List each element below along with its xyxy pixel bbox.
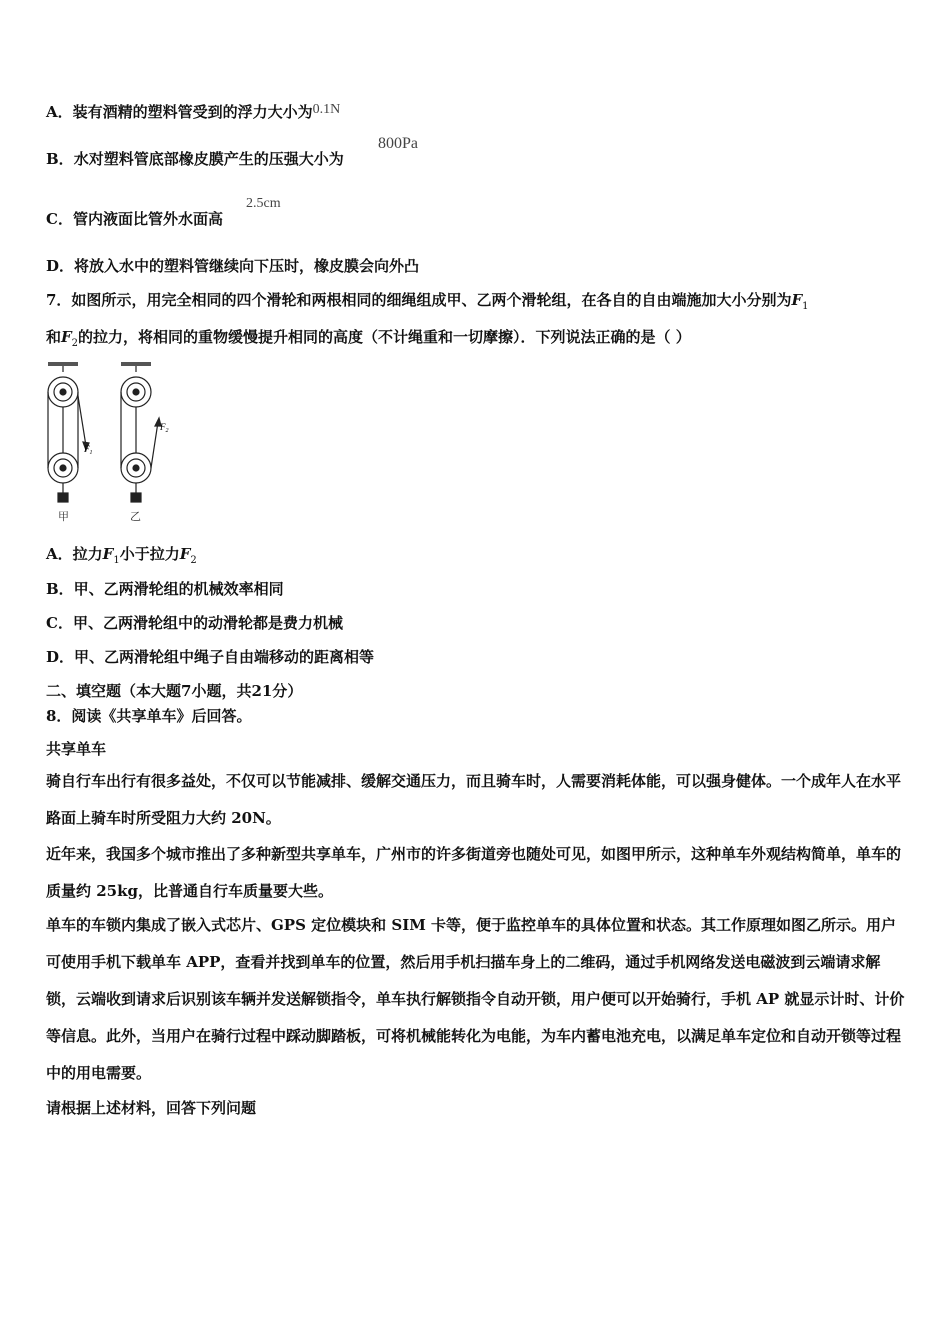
article-paragraph-1: 骑自行车出行有很多益处，不仅可以节能减排、缓解交通压力，而且骑车时，人需要消耗体能，可以强身健体。一个成年人在水平路面上骑车时所受阻力大约 20N。 bbox=[46, 772, 902, 827]
pulley-figure bbox=[40, 356, 180, 526]
option-label: B． bbox=[46, 150, 74, 168]
option-text: 拉力 bbox=[72, 545, 103, 563]
force-symbol: F bbox=[102, 545, 114, 563]
q7-option-d: D．甲、乙两滑轮组中绳子自由端移动的距离相等 bbox=[46, 648, 375, 666]
force-subscript: 1 bbox=[802, 301, 809, 312]
pulley-system-jia bbox=[48, 362, 89, 502]
closing-prompt: 请根据上述材料，回答下列问题 bbox=[46, 1099, 257, 1117]
force-symbol: F bbox=[61, 328, 72, 346]
q6-option-c bbox=[46, 209, 223, 229]
q8-prompt: 8．阅读《共享单车》后回答。 bbox=[46, 707, 252, 725]
q7-option-c: C．甲、乙两滑轮组中的动滑轮都是费力机械 bbox=[46, 614, 343, 632]
q7-stem-text: 7．如图所示，用完全相同的四个滑轮和两根相同的细绳组成甲、乙两个滑轮组，在各自的自由端施加大小分别为 bbox=[46, 291, 792, 309]
rope-free-end bbox=[78, 396, 86, 446]
f1-label: $F_1$ bbox=[84, 444, 93, 456]
q6-option-d bbox=[46, 256, 419, 276]
label-jia: 甲 bbox=[58, 510, 69, 523]
q7-stem-text: 和 bbox=[46, 328, 62, 346]
option-value: 0.1N bbox=[312, 102, 341, 117]
pulley-system-yi bbox=[121, 362, 161, 502]
q6-option-b-value: 800Pa bbox=[378, 135, 418, 152]
article-title: 共享单车 bbox=[46, 740, 107, 758]
option-text: 将放入水中的塑料管继续向下压时，橡皮膜会向外凸 bbox=[74, 257, 420, 275]
option-label: A． bbox=[46, 545, 73, 563]
rope-free-end bbox=[151, 422, 158, 468]
article-paragraph-2: 近年来，我国多个城市推出了多种新型共享单车，广州市的许多街道旁也随处可见，如图甲所示，这种单车外观结构简单，单车的质量约 25kg，比普通自行车质量要大些。 bbox=[46, 845, 902, 900]
force-symbol: F bbox=[791, 291, 803, 309]
option-label: A． bbox=[46, 103, 73, 121]
weight-block bbox=[58, 493, 68, 502]
q6-option-a bbox=[46, 102, 340, 124]
f2-label: $F_2$ bbox=[160, 422, 169, 434]
force-subscript: 1 bbox=[113, 555, 120, 566]
q7-option-a bbox=[46, 544, 197, 571]
weight-block bbox=[131, 493, 141, 502]
option-label: C． bbox=[46, 210, 73, 228]
force-subscript: 2 bbox=[71, 338, 79, 349]
article-paragraph-3: 单车的车锁内集成了嵌入式芯片、GPS 定位模块和 SIM 卡等，便于监控单车的具体位置和状态。其工作原理如图乙所示。用户可使用手机下载单车 APP，查看并找到单车的位置，然后用手机扫描车身上的二维码，通过手机网络发送电磁波到云端请求解锁，云端收到请求后识别该车辆并发送解锁指令，单车执行解锁指令自动开锁，用户便可以开始骑行，手机 AP 就显示计时、计价等信息。此外，当用户在骑行过程中踩动脚踏板，可将机械能转化为电能，为车内蓄电池充电，以满足单车定位和自动开锁等过程中的用电需要。 bbox=[46, 916, 905, 1082]
ceiling-hatch bbox=[48, 362, 78, 366]
option-label: D． bbox=[46, 257, 75, 275]
option-text: 管内液面比管外水面高 bbox=[72, 210, 223, 228]
q7-stem-text: 的拉力，将相同的重物缓慢提升相同的高度（不计绳重和一切摩擦）．下列说法正确的是（ ） bbox=[78, 328, 691, 346]
q6-option-c-value: 2.5cm bbox=[246, 196, 281, 211]
force-symbol: F bbox=[179, 545, 191, 563]
ceiling-hatch bbox=[121, 362, 151, 366]
option-text: 装有酒精的塑料管受到的浮力大小为 bbox=[72, 103, 313, 121]
option-text: 水对塑料管底部橡皮膜产生的压强大小为 bbox=[73, 150, 344, 168]
q7-stem-line1 bbox=[46, 290, 808, 317]
force-subscript: 2 bbox=[190, 555, 197, 566]
q7-option-b: B．甲、乙两滑轮组的机械效率相同 bbox=[46, 580, 284, 598]
label-yi: 乙 bbox=[130, 510, 141, 523]
option-text: 小于拉力 bbox=[119, 545, 180, 563]
section-title: 二、填空题（本大题7小题，共21分） bbox=[46, 682, 303, 700]
q6-option-b bbox=[46, 149, 344, 169]
q7-stem-line2 bbox=[46, 327, 691, 354]
